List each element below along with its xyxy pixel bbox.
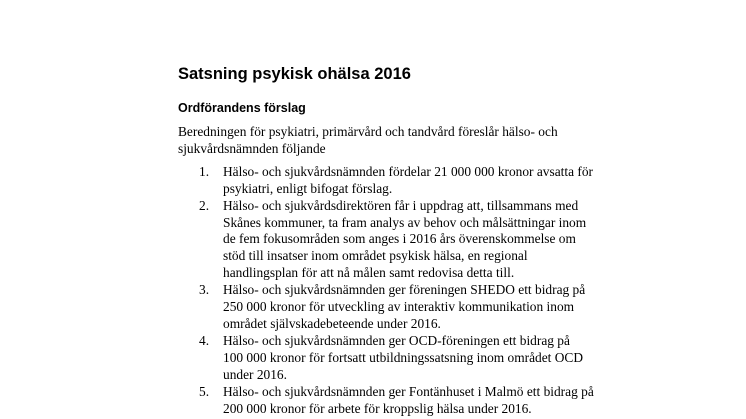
intro-line: sjukvårdsnämnden följande (178, 140, 326, 156)
intro-line: Beredningen för psykiatri, primärvård och tandvård föreslår hälso- och (178, 124, 558, 139)
document-content (178, 64, 648, 417)
proposal-number: 5. (199, 383, 210, 399)
proposal-line: Hälso- och sjukvårdsnämnden ger OCD-föreningen ett bidrag på (223, 332, 570, 348)
proposal-line: handlingsplan för att nå målen samt redovisa detta till. (223, 265, 515, 281)
document-title: Satsning psykisk ohälsa 2016 (178, 65, 411, 83)
proposal-line: 100 000 kronor för fortsatt utbildningssatsning inom området OCD (223, 349, 584, 365)
proposal-number: 2. (199, 197, 210, 213)
proposal-line: Hälso- och sjukvårdsdirektören får i uppdrag att, tillsammans med (223, 197, 579, 213)
proposal-number: 1. (199, 163, 210, 179)
proposal-number: 4. (199, 332, 210, 348)
proposal-line: Hälso- och sjukvårdsnämnden ger föreningen SHEDO ett bidrag på (223, 282, 586, 298)
proposal-line: Skånes kommuner, ta fram analys av behov och målsättningar inom (223, 214, 587, 230)
proposal-item-5 (178, 384, 643, 418)
proposal-line: Hälso- och sjukvårdsnämnden ger Fontänhuset i Malmö ett bidrag på (223, 383, 594, 399)
proposal-item-1 (178, 164, 643, 198)
section-heading: Ordförandens förslag (178, 101, 306, 115)
proposal-list (178, 164, 648, 418)
proposal-line: de fem fokusområden som anges i 2016 års överenskommelse om (223, 231, 576, 247)
proposal-number: 3. (199, 282, 210, 298)
proposal-line: Hälso- och sjukvårdsnämnden fördelar 21 000 000 kronor avsatta för (223, 163, 594, 179)
proposal-item-2 (178, 198, 643, 283)
proposal-item-4 (178, 333, 643, 384)
proposal-line: psykiatri, enligt bifogat förslag. (223, 180, 393, 196)
proposal-line: 250 000 kronor för utveckling av interaktiv kommunikation inom (223, 299, 575, 315)
intro-paragraph (178, 124, 633, 158)
proposal-line: 200 000 kronor för arbete för kroppslig hälsa under 2016. (223, 400, 532, 416)
proposal-line: stöd till insatser inom området psykisk hälsa, en regional (223, 248, 528, 264)
proposal-line: området självskadebeteende under 2016. (223, 315, 441, 331)
proposal-item-3 (178, 282, 643, 333)
proposal-line: under 2016. (223, 366, 287, 382)
